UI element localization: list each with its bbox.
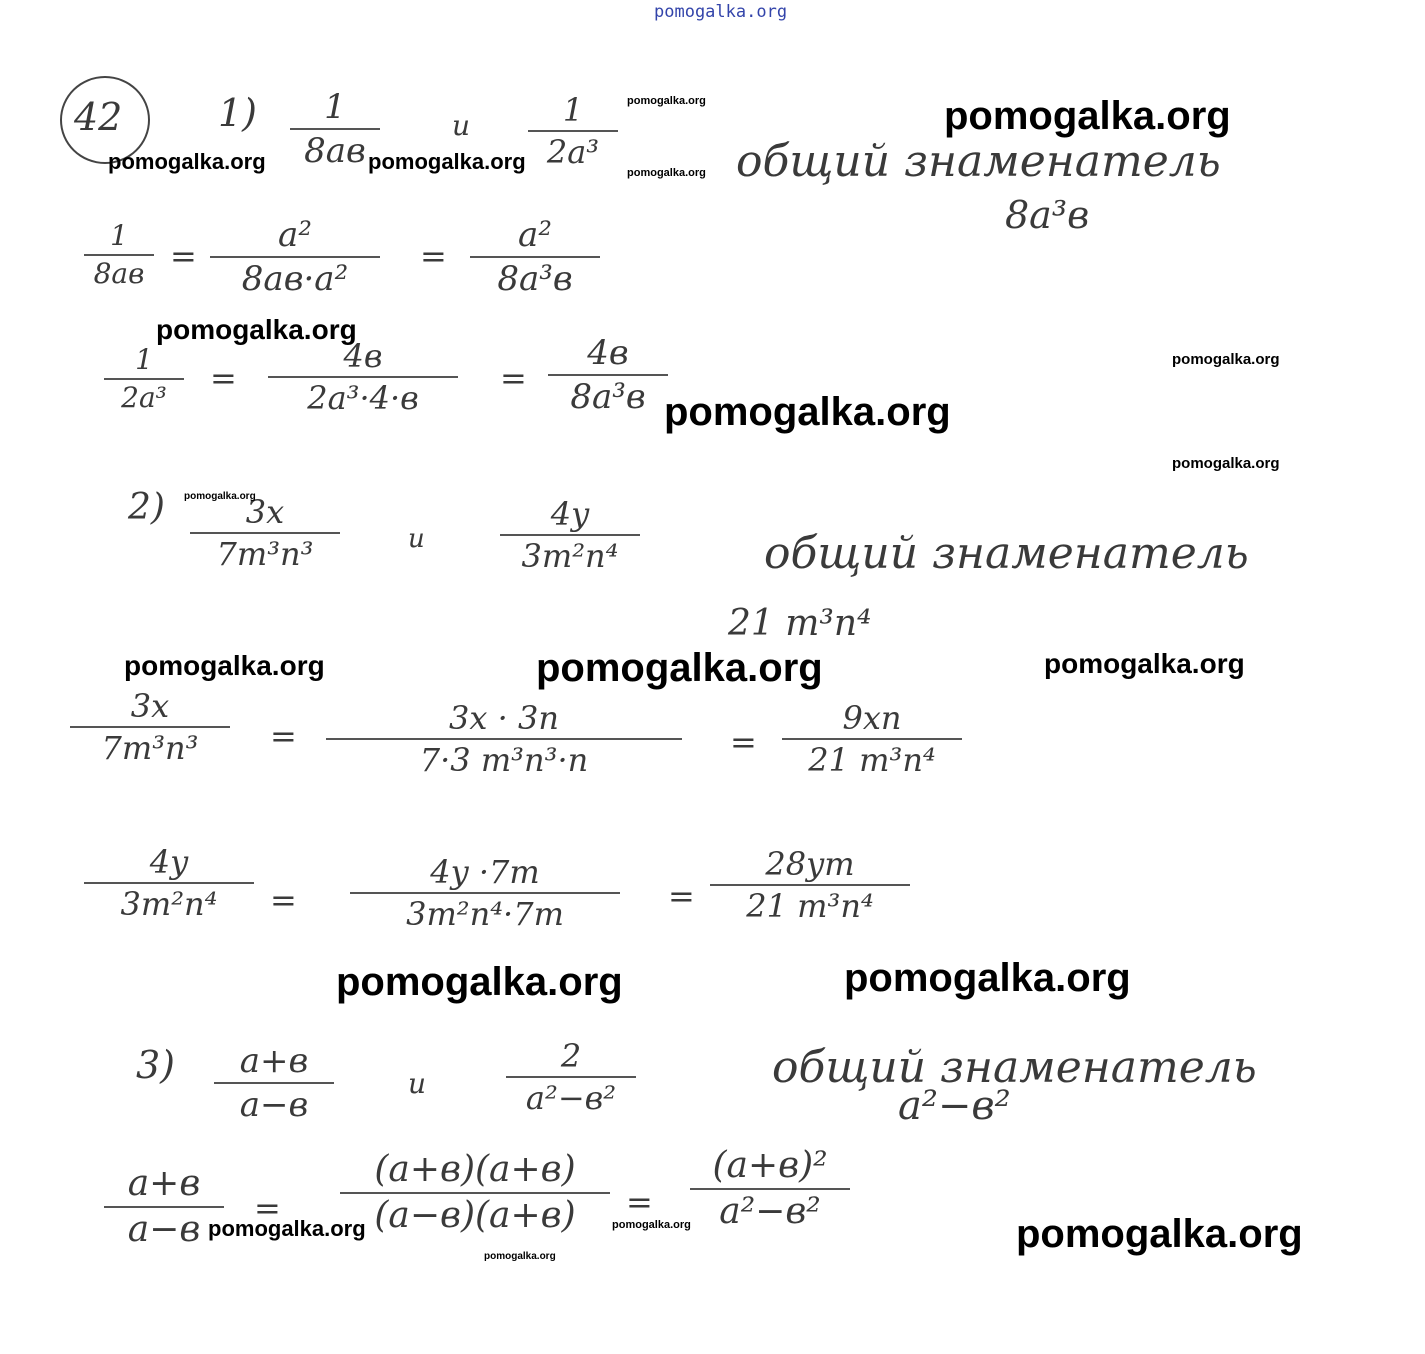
fraction-bar — [70, 726, 230, 728]
part2-lcd: 21 m³n⁴ — [728, 603, 872, 644]
watermark: pomogalka.org — [536, 646, 823, 690]
fraction-denominator: a²−в² — [719, 1191, 821, 1232]
fraction-bar — [506, 1076, 636, 1078]
fraction-bar — [214, 1082, 334, 1084]
fraction-numerator: 1 — [562, 91, 584, 129]
watermark: pomogalka.org — [627, 95, 706, 107]
equals-sign: = — [730, 723, 757, 761]
part2-label: 2) — [128, 487, 165, 528]
watermark: pomogalka.org — [612, 1219, 691, 1231]
equals-sign: = — [270, 881, 297, 919]
watermark: pomogalka.org — [944, 94, 1231, 138]
fraction-denominator: a−в — [239, 1085, 309, 1125]
fraction-denominator: 3m²n⁴ — [120, 885, 218, 923]
fraction-denominator: 7m³n³ — [101, 729, 199, 767]
fraction-numerator: (a+в)² — [712, 1145, 828, 1186]
equals-sign: = — [254, 1189, 281, 1227]
watermark: pomogalka.org — [627, 167, 706, 179]
part2-eq2-mid — [350, 853, 620, 933]
header-watermark: pomogalka.org — [654, 2, 788, 22]
equals-sign: = — [210, 359, 237, 397]
fraction-bar — [84, 882, 254, 884]
equals-sign: = — [500, 359, 527, 397]
fraction-numerator: 9xn — [842, 699, 902, 737]
part1-eq1-rhs — [470, 215, 600, 299]
fraction-numerator: 2 — [560, 1037, 582, 1075]
watermark: pomogalka.org — [1016, 1212, 1303, 1256]
watermark: pomogalka.org — [664, 390, 951, 434]
watermark: pomogalka.org — [1172, 455, 1280, 472]
fraction-denominator: 8aв·a² — [241, 259, 349, 299]
part3-lcd: a²−в² — [898, 1083, 1011, 1129]
part1-eq2-rhs — [548, 333, 668, 417]
part1-label: 1) — [218, 91, 258, 135]
fraction-bar — [84, 254, 154, 256]
equals-sign: = — [420, 237, 447, 275]
fraction-denominator: 2a³ — [121, 381, 167, 414]
part2-eq1-rhs — [782, 699, 962, 779]
fraction-denominator: 7m³n³ — [216, 535, 314, 573]
fraction-denominator: (a−в)(a+в) — [374, 1195, 576, 1236]
equals-sign: = — [626, 1183, 653, 1221]
watermark: pomogalka.org — [156, 314, 357, 345]
fraction-denominator: 2a³ — [546, 133, 600, 171]
fraction-denominator: 21 m³n⁴ — [808, 741, 936, 779]
fraction-bar — [548, 374, 668, 376]
watermark: pomogalka.org — [184, 491, 256, 502]
part3-eq1-mid — [340, 1149, 610, 1236]
fraction-denominator: a−в — [127, 1209, 201, 1250]
watermark: pomogalka.org — [484, 1251, 556, 1262]
part3-fraction-1 — [214, 1041, 334, 1125]
watermark: pomogalka.org — [336, 960, 623, 1004]
fraction-numerator: 3x — [130, 687, 170, 725]
fraction-bar — [104, 378, 184, 380]
fraction-bar — [340, 1192, 610, 1194]
fraction-denominator: 3m²n⁴·7m — [406, 895, 564, 933]
fraction-denominator: 21 m³n⁴ — [746, 887, 874, 925]
part2-fraction-1 — [190, 493, 340, 573]
part1-fraction-2 — [528, 91, 618, 171]
watermark: pomogalka.org — [108, 149, 266, 174]
part3-eq1-rhs — [690, 1145, 850, 1232]
fraction-numerator: 1 — [135, 343, 153, 376]
fraction-numerator: 4в — [343, 337, 383, 375]
fraction-numerator: 4y ·7m — [430, 853, 540, 891]
fraction-bar — [710, 884, 910, 886]
part3-eq1-lhs — [104, 1163, 224, 1250]
part2-eq2-lhs — [84, 843, 254, 923]
part1-eq2-mid — [268, 337, 458, 417]
fraction-numerator: (a+в)(a+в) — [374, 1149, 576, 1190]
fraction-denominator: a²−в² — [525, 1079, 617, 1117]
fraction-denominator: 3m²n⁴ — [521, 537, 619, 575]
fraction-bar — [470, 256, 600, 258]
fraction-bar — [326, 738, 682, 740]
fraction-bar — [290, 128, 380, 130]
fraction-numerator: 4в — [587, 333, 629, 373]
fraction-denominator: 8aв — [93, 257, 145, 290]
watermark: pomogalka.org — [368, 149, 526, 174]
part2-eq2-rhs — [710, 845, 910, 925]
equals-sign: = — [170, 237, 197, 275]
part1-eq1-mid — [210, 215, 380, 299]
part3-fraction-2 — [506, 1037, 636, 1117]
part2-eq1-mid — [326, 699, 682, 779]
fraction-numerator: 1 — [110, 219, 128, 252]
watermark: pomogalka.org — [208, 1216, 366, 1241]
fraction-bar — [690, 1188, 850, 1190]
part1-note: общий знаменатель — [736, 136, 1221, 187]
problem-number: 42 — [74, 95, 123, 139]
fraction-numerator: 4y — [550, 495, 590, 533]
fraction-bar — [350, 892, 620, 894]
equals-sign: = — [668, 877, 695, 915]
part1-lcd: 8a³в — [1005, 193, 1090, 237]
part2-conjunction: и — [408, 524, 425, 554]
fraction-bar — [190, 532, 340, 534]
fraction-bar — [782, 738, 962, 740]
part2-fraction-2 — [500, 495, 640, 575]
watermark: pomogalka.org — [124, 650, 325, 681]
fraction-numerator: 1 — [324, 87, 346, 127]
equals-sign: = — [270, 717, 297, 755]
fraction-bar — [268, 376, 458, 378]
watermark: pomogalka.org — [844, 956, 1131, 1000]
fraction-numerator: 3x — [245, 493, 285, 531]
watermark: pomogalka.org — [1044, 648, 1245, 679]
part1-eq2-lhs — [104, 343, 184, 414]
part1-fraction-1 — [290, 87, 380, 171]
part3-conjunction: и — [408, 1067, 427, 1100]
fraction-numerator: 3x · 3n — [449, 699, 559, 737]
fraction-denominator: 8aв — [304, 131, 366, 171]
fraction-numerator: a+в — [239, 1041, 309, 1081]
fraction-numerator: a² — [518, 215, 552, 255]
part1-eq1-lhs — [84, 219, 154, 290]
part3-label: 3) — [136, 1043, 176, 1087]
fraction-numerator: 28ym — [765, 845, 855, 883]
fraction-denominator: 7·3 m³n³·n — [419, 741, 589, 779]
fraction-numerator: a+в — [127, 1163, 201, 1204]
fraction-numerator: a² — [278, 215, 312, 255]
fraction-denominator: 8a³в — [570, 377, 646, 417]
part2-note: общий знаменатель — [764, 528, 1249, 579]
fraction-bar — [528, 130, 618, 132]
fraction-numerator: 4y — [149, 843, 189, 881]
part1-conjunction: и — [452, 109, 471, 142]
fraction-denominator: 2a³·4·в — [307, 379, 419, 417]
fraction-bar — [210, 256, 380, 258]
part3-note: общий знаменатель — [772, 1042, 1257, 1093]
watermark: pomogalka.org — [1172, 351, 1280, 368]
fraction-denominator: 8a³в — [497, 259, 573, 299]
fraction-bar — [104, 1206, 224, 1208]
part2-eq1-lhs — [70, 687, 230, 767]
fraction-bar — [500, 534, 640, 536]
